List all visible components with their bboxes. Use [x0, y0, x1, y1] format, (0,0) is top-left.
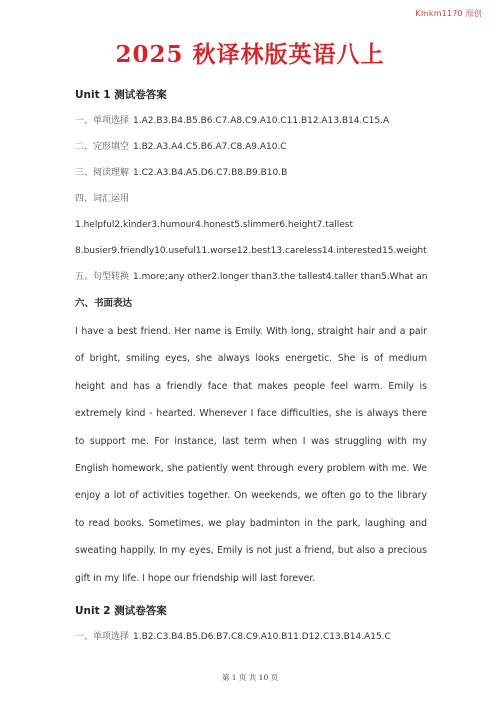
- answer-line-vocabulary-label: [75, 186, 427, 212]
- answer-text: 1.C2.A3.B4.A5.D6.C7.B8.B9.B10.B: [133, 168, 288, 178]
- page-footer: 第 1 页 共 10 页: [221, 673, 279, 682]
- watermark: Kmkm1170 原创: [415, 9, 482, 18]
- section-label: 三、阅读理解: [75, 168, 130, 178]
- answer-text: 1.A2.B3.B4.B5.B6.C7.A8.C9.A10.C11.B12.A13.B14.C15.A: [133, 116, 390, 126]
- section-label: 二、完形填空: [75, 142, 130, 152]
- section-label: 一、单项选择: [75, 632, 130, 643]
- answer-line-vocabulary-2: [75, 238, 427, 264]
- answer-text: 1.B2.A3.A4.C5.B6.A7.C8.A9.A10.C: [133, 142, 287, 152]
- answer-line-sentence-transform: [75, 264, 427, 290]
- essay-paragraph: I have a best friend. Her name is Emily. With long, straight hair and a pair of bright, smiling eyes, she always looks energetic. She is of medium height and has a friendly face that makes people feel warm. Emily is extremely kind - hearted. Whenever I face difficulties, she is always there to support me. For instance, last term when I was struggling with my English homework, she patiently went through every problem with me. We enjoy a lot of activities together. On weekends, we often go to the library to read books. Sometimes, we play badminton in the park, laughing and sweating happily. In my eyes, Emily is not just a friend, but also a precious gift in my life. I hope our friendship will last forever.: [75, 326, 427, 584]
- answer-content: [75, 82, 427, 650]
- answer-line-cloze: [75, 134, 427, 160]
- answer-text: 1.B2.C3.B4.B5.D6.B7.C8.C9.A10.B11.D12.C13.B14.A15.C: [133, 632, 391, 643]
- section-label: 一、单项选择: [75, 116, 130, 126]
- page-title: 2025 秋译林版英语八上: [115, 41, 385, 68]
- writing-section-title: 六、书面表达: [75, 298, 133, 309]
- section-label: 五、句型转换: [75, 272, 130, 282]
- answer-text: 1.more;any other2.longer than3.the tallest4.taller than5.What an: [133, 272, 427, 282]
- answer-line-single-choice: [75, 108, 427, 134]
- answer-line-single-choice: [75, 624, 427, 650]
- unit2-heading: Unit 2 测试卷答案: [75, 605, 167, 618]
- answer-text: 8.busier9.friendly10.useful11.worse12.best13.careless14.interested15.weight: [75, 246, 427, 256]
- section-label: 四、词汇运用: [75, 194, 130, 204]
- answer-line-reading: [75, 160, 427, 186]
- answer-line-vocabulary-1: [75, 212, 427, 238]
- unit1-heading: Unit 1 测试卷答案: [75, 89, 167, 101]
- answer-text: 1.helpful2.kinder3.humour4.honest5.slimmer6.height7.tallest: [75, 220, 354, 230]
